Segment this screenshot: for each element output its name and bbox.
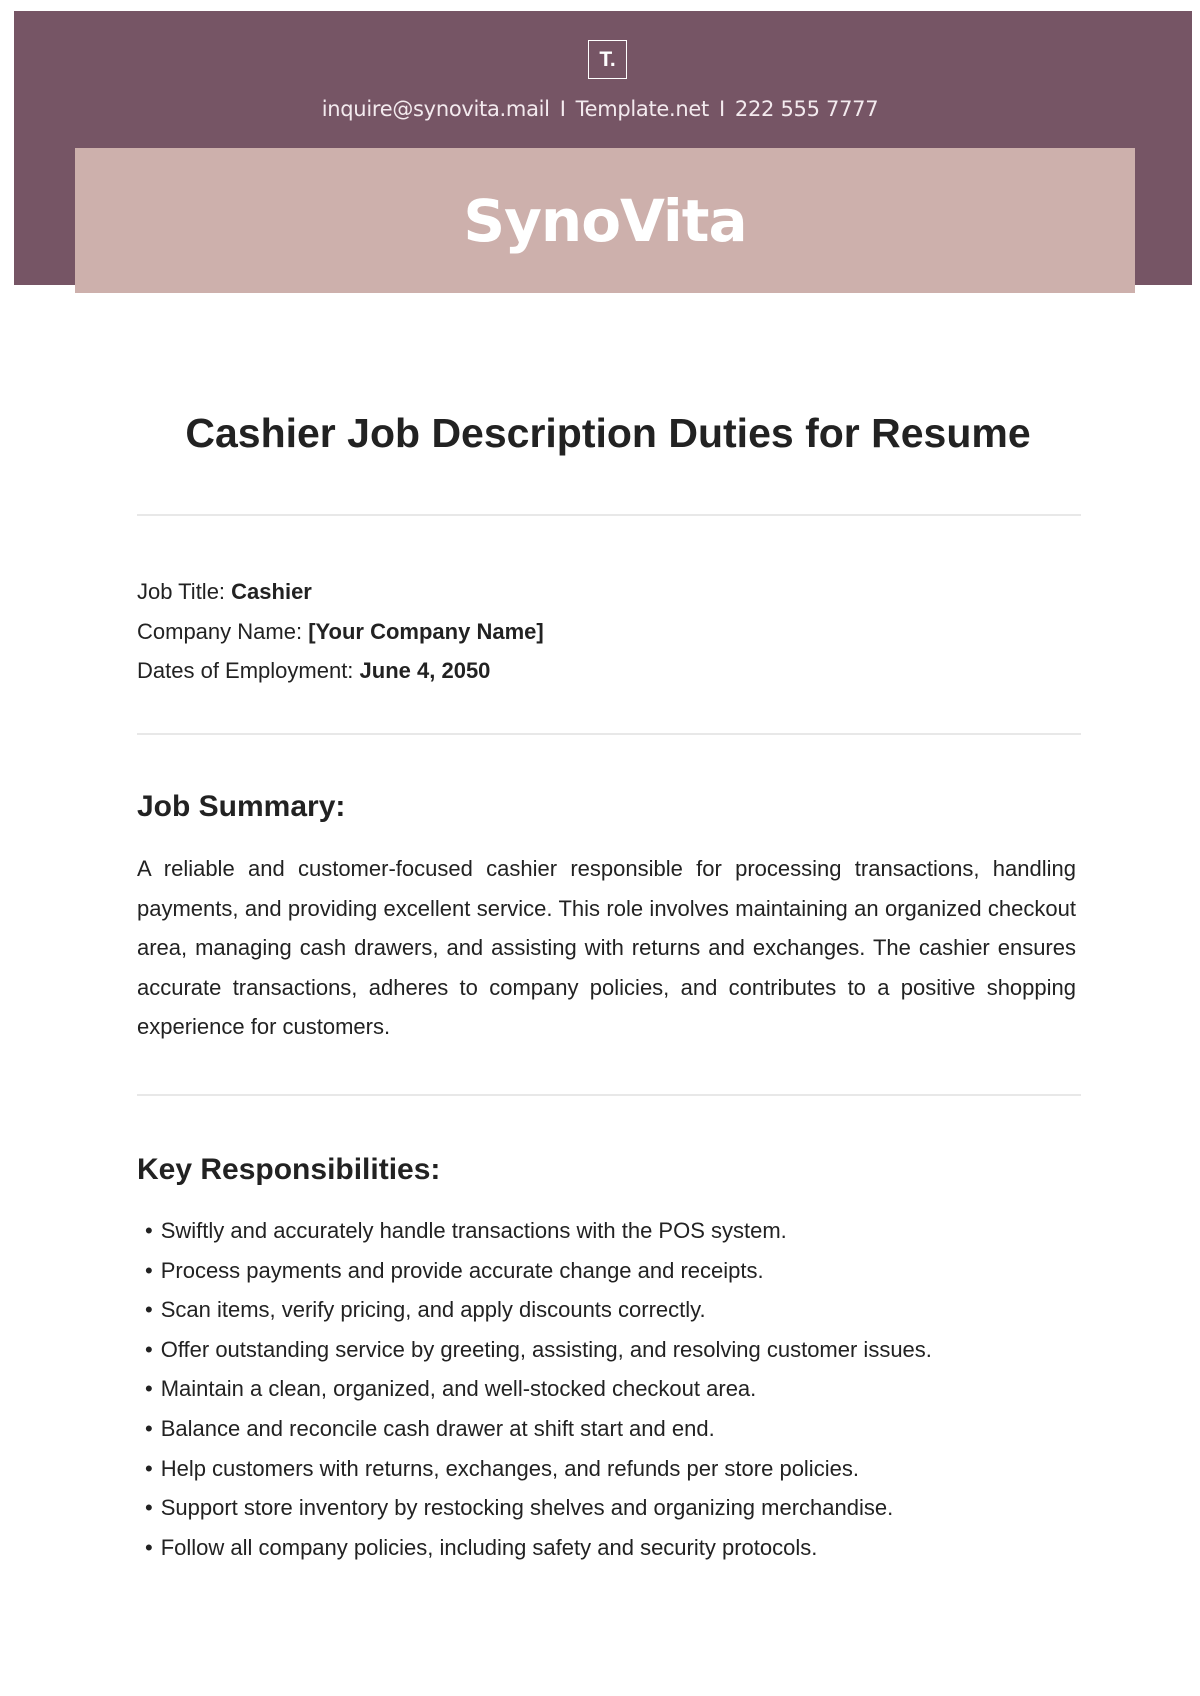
list-item: • Offer outstanding service by greeting, assisting, and resolving customer issues. xyxy=(145,1330,932,1370)
label: Dates of Employment: xyxy=(137,658,360,683)
summary-heading: Job Summary: xyxy=(137,790,346,823)
summary-text: A reliable and customer-focused cashier responsible for processing transactions, handling payments, and providing excellent service. This role involves maintaining an organized checkout area, managing cash drawers, and assisting with returns and exchanges. The cashier ensures accurate transactions, adheres to company policies, and contributes to a positive shopping experience for customers. xyxy=(137,856,1076,1040)
page-title: Cashier Job Description Duties for Resume xyxy=(185,410,1031,456)
label: Company Name: xyxy=(137,618,309,644)
list-item: • Swiftly and accurately handle transactions with the POS system. xyxy=(145,1211,932,1251)
contact-line xyxy=(0,97,1200,121)
divider xyxy=(137,1094,1081,1096)
divider xyxy=(137,733,1081,735)
separator: I xyxy=(719,97,725,121)
list-item: • Help customers with returns, exchanges, and refunds per store policies. xyxy=(145,1449,932,1489)
job-title-row xyxy=(137,572,544,612)
responsibilities-list xyxy=(145,1211,932,1567)
list-item: • Follow all company policies, including safety and security protocols. xyxy=(145,1528,932,1568)
contact-email: inquire@synovita.mail xyxy=(321,97,550,121)
dates-row xyxy=(137,651,544,691)
list-item: • Support store inventory by restocking shelves and organizing merchandise. xyxy=(145,1488,932,1528)
responsibilities-heading: Key Responsibilities: xyxy=(137,1153,441,1186)
list-item: • Maintain a clean, organized, and well-stocked checkout area. xyxy=(145,1369,932,1409)
contact-website: Template.net xyxy=(575,97,709,121)
company-name: SynoVita xyxy=(463,186,747,255)
divider xyxy=(137,514,1081,516)
template-logo-icon: T. xyxy=(588,40,627,79)
value: June 4, 2050 xyxy=(359,658,491,683)
label: Job Title: xyxy=(137,579,232,604)
job-info xyxy=(137,572,544,691)
company-row xyxy=(137,612,544,652)
separator: I xyxy=(559,97,566,121)
contact-phone: 222 555 7777 xyxy=(734,97,879,121)
value: Cashier xyxy=(231,579,312,604)
value: [Your Company Name] xyxy=(308,618,544,644)
list-item: • Balance and reconcile cash drawer at shift start and end. xyxy=(145,1409,932,1449)
company-band xyxy=(75,148,1135,293)
list-item: • Scan items, verify pricing, and apply discounts correctly. xyxy=(145,1290,932,1330)
list-item: • Process payments and provide accurate change and receipts. xyxy=(145,1251,932,1291)
